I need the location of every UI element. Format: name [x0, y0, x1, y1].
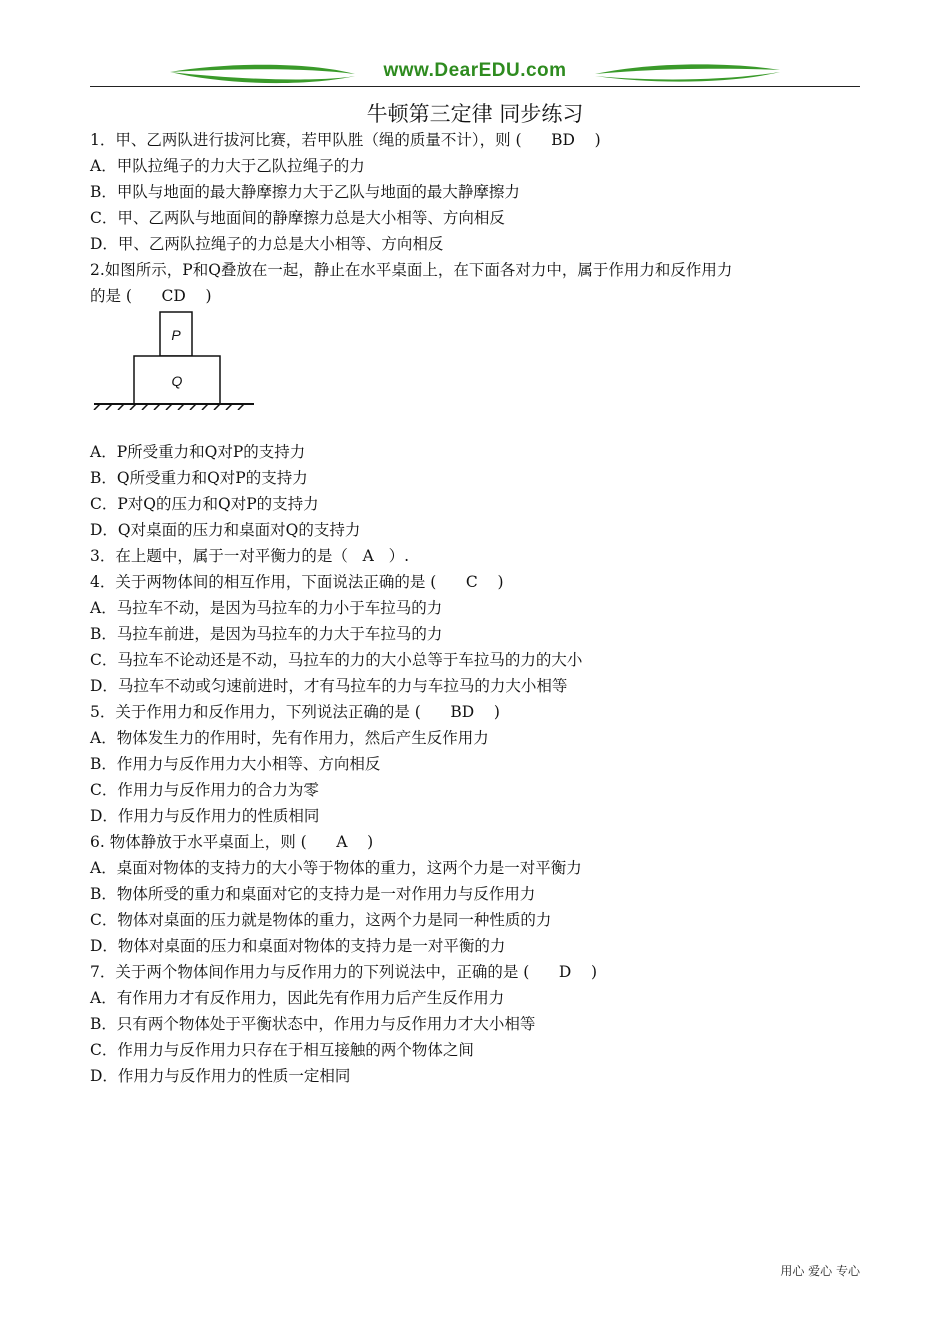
q2-option-a: A．P所受重力和Q对P的支持力: [90, 443, 306, 461]
q7-option-d: D．作用力与反作用力的性质一定相同: [90, 1067, 351, 1085]
q1-option-d: D．甲、乙两队拉绳子的力总是大小相等、方向相反: [90, 235, 444, 253]
q2-option-d: D．Q对桌面的压力和桌面对Q的支持力: [90, 521, 361, 539]
q4-option-c: C．马拉车不论动还是不动，马拉车的力的大小总等于车拉马的力的大小: [90, 651, 583, 669]
q6-option-a: A．桌面对物体的支持力的大小等于物体的重力，这两个力是一对平衡力: [90, 859, 582, 877]
q1-option-b: B．甲队与地面的最大静摩擦力大于乙队与地面的最大静摩擦力: [90, 183, 520, 201]
q4-option-b: B．马拉车前进，是因为马拉车的力大于车拉马的力: [90, 625, 443, 643]
q6-stem: 6. 物体静放于水平桌面上，则 ( A ): [90, 833, 374, 851]
blocks-diagram-icon: [92, 310, 256, 410]
label-p: P: [171, 327, 181, 343]
q5-stem: 5．关于作用力和反作用力，下列说法正确的是 ( BD ): [90, 703, 500, 721]
q6-option-c: C．物体对桌面的压力就是物体的重力，这两个力是同一种性质的力: [90, 911, 552, 929]
pq-figure: [92, 310, 256, 410]
q6-option-d: D．物体对桌面的压力和桌面对物体的支持力是一对平衡的力: [90, 937, 506, 955]
q7-option-c: C．作用力与反作用力只存在于相互接触的两个物体之间: [90, 1041, 474, 1059]
q2-option-b: B．Q所受重力和Q对P的支持力: [90, 469, 308, 487]
label-q: Q: [171, 373, 183, 389]
q7-stem: 7．关于两个物体间作用力与反作用力的下列说法中，正确的是 ( D ): [90, 963, 598, 981]
q4-stem: 4．关于两物体间的相互作用，下面说法正确的是 ( C ): [90, 573, 504, 591]
q2-stem-line1: 2.如图所示，P和Q叠放在一起，静止在水平桌面上，在下面各对力中，属于作用力和反作用力: [90, 261, 733, 279]
q5-option-c: C．作用力与反作用力的合力为零: [90, 781, 319, 799]
q3-stem: 3．在上题中，属于一对平衡力的是（ A ）.: [90, 547, 410, 565]
page-title: 牛顿第三定律 同步练习: [366, 102, 584, 126]
page-footer: 用心 爱心 专心: [780, 1264, 860, 1278]
q7-option-a: A．有作用力才有反作用力，因此先有作用力后产生反作用力: [90, 989, 505, 1007]
header-divider: [90, 86, 860, 87]
q1-option-a: A．甲队拉绳子的力大于乙队拉绳子的力: [90, 157, 365, 175]
site-logo[interactable]: www.DearEDU.com: [383, 60, 567, 81]
q5-option-b: B．作用力与反作用力大小相等、方向相反: [90, 755, 381, 773]
q1-option-c: C．甲、乙两队与地面间的静摩擦力总是大小相等、方向相反: [90, 209, 505, 227]
q2-option-c: C．P对Q的压力和Q对P的支持力: [90, 495, 319, 513]
q4-option-d: D．马拉车不动或匀速前进时，才有马拉车的力与车拉马的力大小相等: [90, 677, 568, 695]
q5-option-d: D．作用力与反作用力的性质相同: [90, 807, 320, 825]
q1-stem: 1．甲、乙两队进行拔河比赛，若甲队胜（绳的质量不计），则 ( BD ): [90, 131, 601, 149]
q7-option-b: B．只有两个物体处于平衡状态中，作用力与反作用力才大小相等: [90, 1015, 536, 1033]
q6-option-b: B．物体所受的重力和桌面对它的支持力是一对作用力与反作用力: [90, 885, 536, 903]
q4-option-a: A．马拉车不动，是因为马拉车的力小于车拉马的力: [90, 599, 443, 617]
q2-stem-line2: 的是 ( CD ): [90, 287, 212, 305]
q5-option-a: A．物体发生力的作用时，先有作用力，然后产生反作用力: [90, 729, 489, 747]
